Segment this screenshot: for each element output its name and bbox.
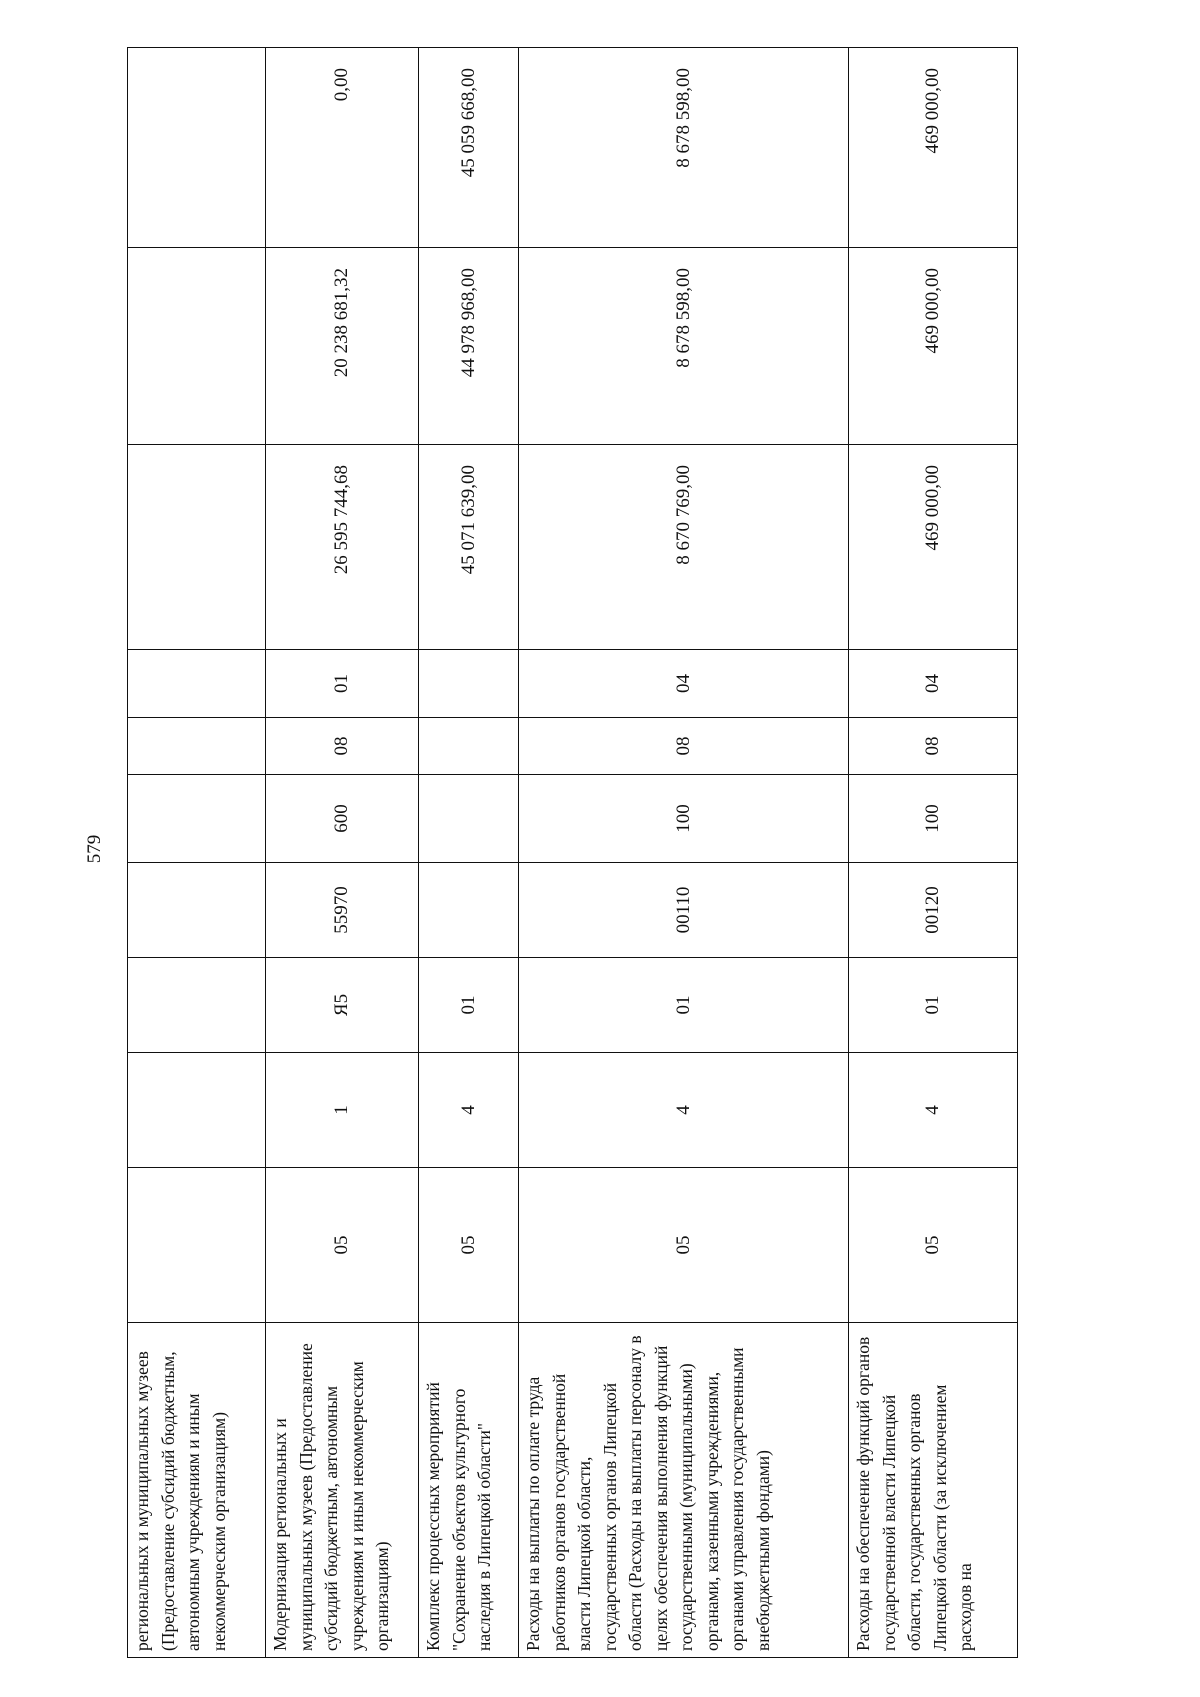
- code-cell-6: [419, 718, 519, 775]
- code-cell-5: 600: [266, 775, 419, 863]
- code-cell-2: 4: [849, 1053, 1018, 1168]
- amount-cell-1: 26 595 744,68: [266, 445, 419, 650]
- amount-cell-1: 8 670 769,00: [519, 445, 849, 650]
- row-name-cell: Расходы на обеспечение функций органов государственной власти Липецкой области, государственных органов Липецкой области (за исключением расходов на: [849, 1323, 1018, 1658]
- code-cell-2: 4: [419, 1053, 519, 1168]
- code-cell-6: [128, 718, 266, 775]
- row-name-cell: Модернизация региональных и муниципальных музеев (Предоставление субсидий бюджетным, автономным учреждениям и иным некоммерческим организациям): [266, 1323, 419, 1658]
- row-name-cell: региональных и муниципальных музеев (Предоставление субсидий бюджетным, автономным учреждениям и иным некоммерческим организациям): [128, 1323, 266, 1658]
- code-cell-3: 01: [849, 958, 1018, 1053]
- code-cell-2: 1: [266, 1053, 419, 1168]
- code-cell-7: 01: [266, 650, 419, 718]
- amount-cell-2: 44 978 968,00: [419, 248, 519, 445]
- amount-cell-2: 469 000,00: [849, 248, 1018, 445]
- amount-cell-2: 8 678 598,00: [519, 248, 849, 445]
- code-cell-6: 08: [849, 718, 1018, 775]
- table-row: [128, 48, 266, 1658]
- table-row: [419, 48, 519, 1658]
- row-name-cell: Расходы на выплаты по оплате труда работников органов государственной власти Липецкой области, государственных органов Липецкой области (Расходы на выплаты персоналу в целях обеспечения выполнения функций государственными (муниципальными) органами, казенными учреждениями, органами управления государственными внебюджетными фондами): [519, 1323, 849, 1658]
- code-cell-5: [419, 775, 519, 863]
- code-cell-5: 100: [849, 775, 1018, 863]
- code-cell-2: 4: [519, 1053, 849, 1168]
- code-cell-5: 100: [519, 775, 849, 863]
- code-cell-7: [419, 650, 519, 718]
- table-row: [849, 48, 1018, 1658]
- code-cell-4: [128, 863, 266, 958]
- row-name-cell: Комплекс процессных мероприятий "Сохранение объектов культурного наследия в Липецкой области": [419, 1323, 519, 1658]
- amount-cell-3: 0,00: [266, 48, 419, 248]
- code-cell-1: 05: [849, 1168, 1018, 1323]
- budget-table-rotated: [127, 48, 1017, 1658]
- table-row: [519, 48, 849, 1658]
- amount-cell-3: 469 000,00: [849, 48, 1018, 248]
- code-cell-3: 01: [519, 958, 849, 1053]
- code-cell-2: [128, 1053, 266, 1168]
- amount-cell-1: 45 071 639,00: [419, 445, 519, 650]
- code-cell-4: 55970: [266, 863, 419, 958]
- amount-cell-2: [128, 248, 266, 445]
- code-cell-1: [128, 1168, 266, 1323]
- code-cell-7: 04: [849, 650, 1018, 718]
- code-cell-7: 04: [519, 650, 849, 718]
- table-row: [266, 48, 419, 1658]
- code-cell-3: [128, 958, 266, 1053]
- page-number: 579: [84, 834, 105, 864]
- code-cell-4: [419, 863, 519, 958]
- amount-cell-3: 45 059 668,00: [419, 48, 519, 248]
- code-cell-3: 01: [419, 958, 519, 1053]
- code-cell-4: 00110: [519, 863, 849, 958]
- code-cell-7: [128, 650, 266, 718]
- budget-table: [127, 47, 1018, 1658]
- code-cell-4: 00120: [849, 863, 1018, 958]
- amount-cell-2: 20 238 681,32: [266, 248, 419, 445]
- amount-cell-1: [128, 445, 266, 650]
- amount-cell-3: [128, 48, 266, 248]
- amount-cell-3: 8 678 598,00: [519, 48, 849, 248]
- code-cell-6: 08: [519, 718, 849, 775]
- code-cell-3: Я5: [266, 958, 419, 1053]
- amount-cell-1: 469 000,00: [849, 445, 1018, 650]
- code-cell-5: [128, 775, 266, 863]
- code-cell-1: 05: [419, 1168, 519, 1323]
- code-cell-6: 08: [266, 718, 419, 775]
- code-cell-1: 05: [519, 1168, 849, 1323]
- code-cell-1: 05: [266, 1168, 419, 1323]
